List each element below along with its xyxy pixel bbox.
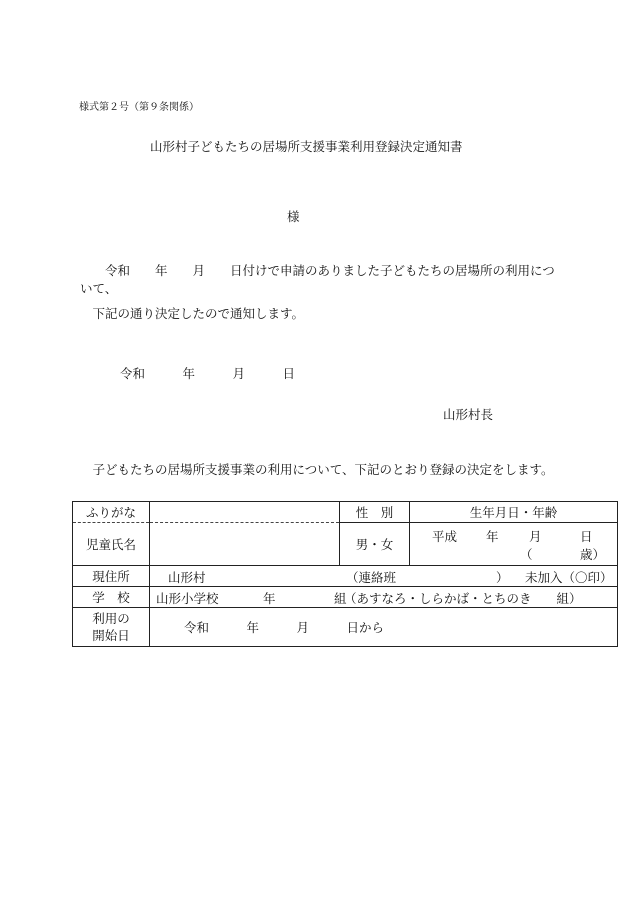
document-title: 山形村子どもたちの居場所支援事業利用登録決定通知書	[150, 139, 463, 154]
not-joined-option: 未加入（〇印）	[525, 570, 613, 585]
address-value: 山形村	[168, 570, 206, 585]
age-close: 歳）	[580, 547, 606, 562]
birth-day-unit: 日	[580, 529, 593, 544]
school-name: 山形小学校	[156, 591, 219, 606]
form-number: 様式第２号（第９条関係）	[79, 102, 199, 113]
address-field[interactable]	[150, 566, 618, 587]
registration-table	[72, 501, 618, 647]
birth-month-unit: 月	[529, 529, 542, 544]
address-label: 現住所	[73, 566, 150, 587]
start-date-value: 令和 年 月 日から	[184, 620, 385, 635]
paragraph-application: 令和 年 月 日付けで申請のありました子どもたちの居場所の利用について、	[80, 263, 555, 296]
birth-age-field[interactable]	[410, 523, 618, 566]
furigana-label: ふりがな	[73, 502, 150, 523]
school-year-unit: 年	[263, 591, 276, 606]
addressee-suffix: 様	[287, 209, 300, 224]
paragraph-decision: 下記の通り決定したので通知します。	[80, 306, 305, 321]
birth-era: 平成	[432, 529, 458, 544]
birth-header: 生年月日・年齢	[410, 502, 618, 523]
age-open-paren: （	[520, 547, 533, 562]
start-label-line2: 開始日	[92, 628, 130, 643]
school-field[interactable]	[150, 587, 618, 608]
school-groups: （あすなろ・しらかば・とちのき 組）	[344, 591, 582, 606]
gender-header: 性 別	[340, 502, 410, 523]
gender-value[interactable]: 男・女	[340, 523, 410, 566]
liaison-group: （連絡班 ）	[346, 570, 509, 585]
notice-date: 令和 年 月 日	[120, 366, 296, 381]
school-label: 学 校	[73, 587, 150, 608]
start-label-line1: 利用の	[92, 611, 130, 626]
paragraph-registration: 子どもたちの居場所支援事業の利用について、下記のとおり登録の決定をします。	[80, 462, 554, 477]
issuer-name: 山形村長	[443, 407, 494, 422]
furigana-field[interactable]	[150, 502, 340, 523]
child-name-field[interactable]	[150, 523, 340, 566]
start-date-field[interactable]	[150, 608, 618, 647]
start-date-label	[73, 608, 150, 647]
birth-year-unit: 年	[486, 529, 499, 544]
school-class-unit: 組	[334, 591, 347, 606]
child-name-label: 児童氏名	[73, 523, 150, 566]
